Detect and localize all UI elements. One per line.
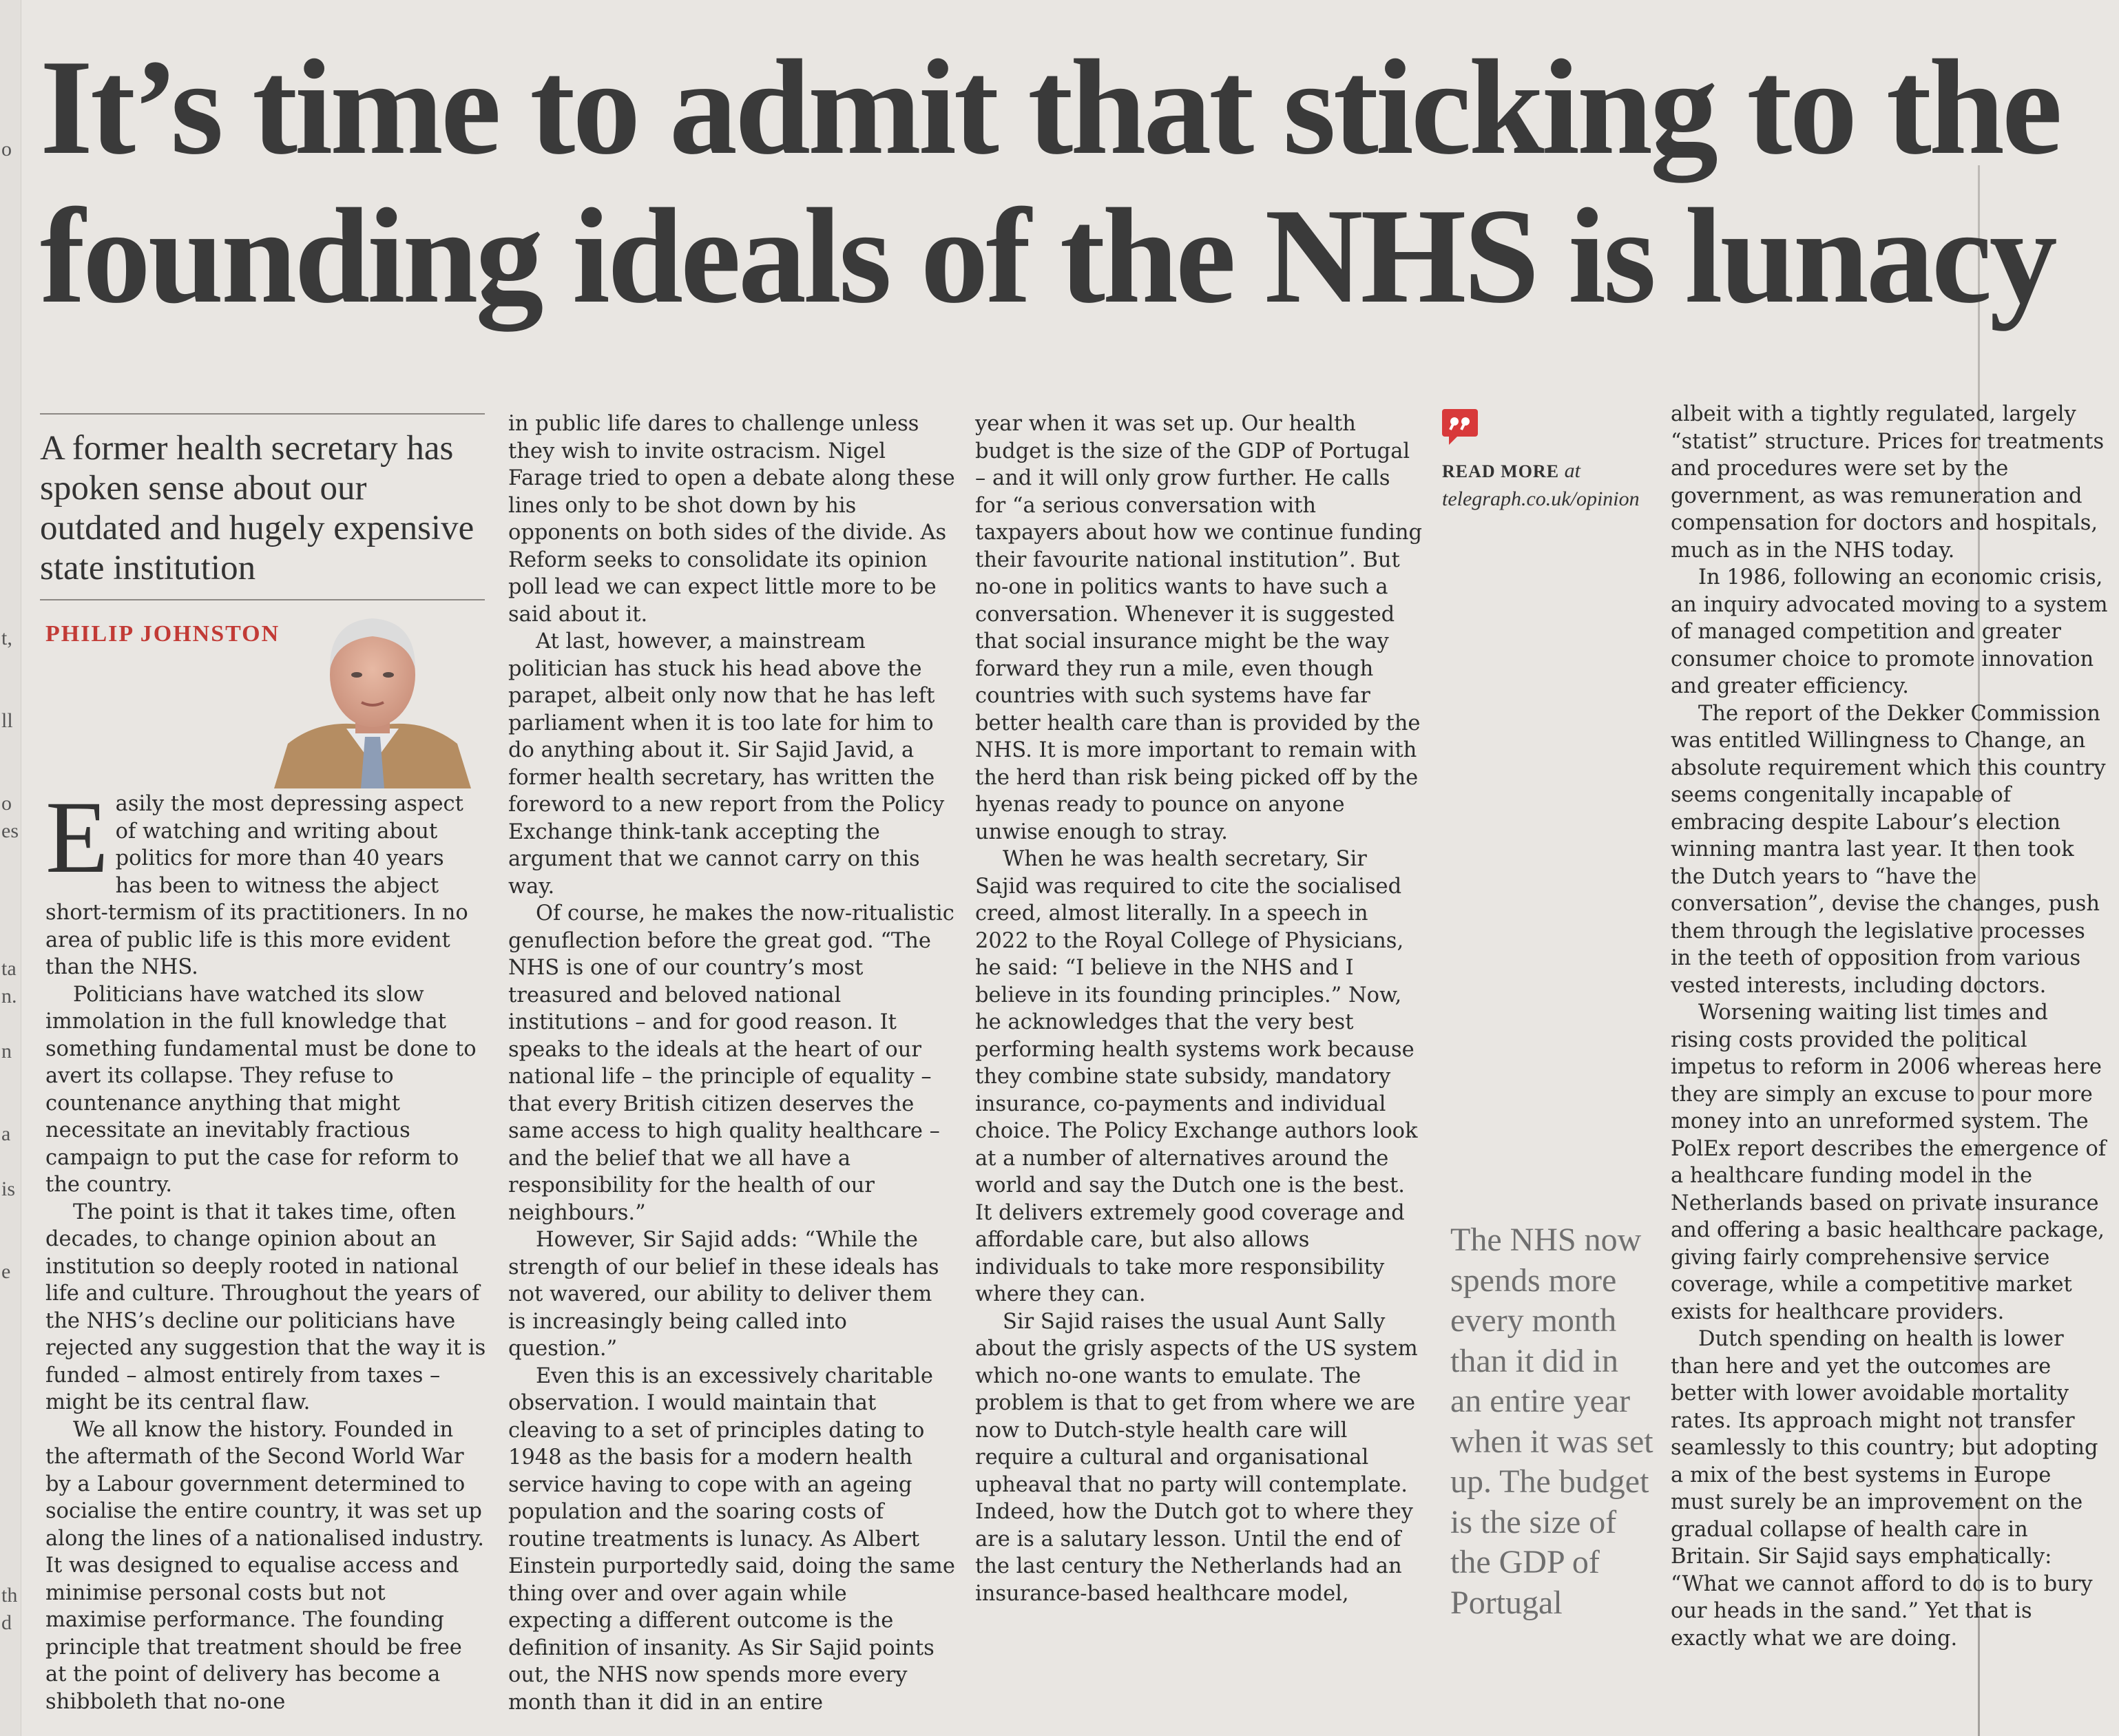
article-column-1 bbox=[45, 780, 486, 1715]
edge-fragment: is bbox=[1, 1178, 16, 1200]
read-more-panel bbox=[1442, 457, 1649, 513]
previous-page-edge bbox=[0, 0, 21, 1736]
byline-area bbox=[40, 606, 485, 788]
read-more-link[interactable]: telegraph.co.uk/opinion bbox=[1442, 488, 1640, 510]
edge-fragment: ta bbox=[1, 957, 17, 980]
edge-fragment: e bbox=[1, 1260, 11, 1283]
article-paragraph: However, Sir Sajid adds: “While the strength of our belief in these ideals has not wavered, our ability to deliver them is increasingly being called into question.” bbox=[508, 1228, 939, 1361]
quote-speech-bubble-icon bbox=[1439, 406, 1481, 448]
headline bbox=[40, 33, 2099, 331]
article-paragraph: The report of the Dekker Commission was entitled Willingness to Change, an absolute requirement which this country seems congenitally incapable of embracing despite Labour’s election winning mantra last year. It then took the Dutch years to “have the conversation”, devise the changes, push them through the legislative processes in the teeth of opposition from various vested interests, including doctors. bbox=[1671, 701, 2106, 998]
article-paragraph: Politicians have watched its slow immolation in the full knowledge that something fundamental must be done to avert its collapse. They refuse to countenance anything that might necessitate an inevitably fractious campaign to put the case for reform to the country. bbox=[45, 982, 477, 1197]
drop-cap: E bbox=[45, 780, 109, 895]
article-paragraph: The point is that it takes time, often decades, to change opinion about an institution so deeply rooted in national life and culture. Throughout the years of the NHS’s decline our politicians have rejected any suggestion that the way it is funded – almost entirely from taxes – might be its central flaw. bbox=[45, 1200, 486, 1414]
edge-fragment: n. bbox=[1, 985, 17, 1007]
article-column-3 bbox=[975, 410, 1423, 1607]
author-photo bbox=[260, 606, 485, 788]
article-paragraph: albeit with a tightly regulated, largely “statist” structure. Prices for treatments and procedures were set by the government, as was remuneration and compensation for doctors and hospitals, much as in the NHS today. bbox=[1671, 402, 2105, 563]
edge-fragment: o bbox=[1, 792, 12, 815]
edge-fragment: t, bbox=[1, 627, 12, 649]
edge-fragment: th bbox=[1, 1584, 18, 1607]
edge-fragment: n bbox=[1, 1040, 12, 1063]
article-column-2 bbox=[508, 410, 956, 1716]
headline-line-2: founding ideals of the NHS is lunacy bbox=[40, 180, 2055, 331]
edge-fragment: a bbox=[1, 1122, 11, 1145]
article-paragraph: We all know the history. Founded in the aftermath of the Second World War by a Labour government determined to socialise the entire country, it was set up along the lines of a nationalised industry. It was designed to equalise access and minimise personal costs but not maximise performance. The founding principle that treatment should be free at the point of delivery has become a shibboleth that no-one bbox=[45, 1417, 484, 1714]
standfirst-box bbox=[40, 413, 485, 600]
read-more-label: READ MORE bbox=[1442, 461, 1560, 481]
article-paragraph: When he was health secretary, Sir Sajid was required to cite the socialised creed, almost literally. In a speech in 2022 to the Royal College of Physicians, he said: “I believe in the NHS and I believe in its founding principles.” Now, he acknowledges that the very best performing health systems work because they combine state subsidy, mandatory insurance, co-payments and individual choice. The Policy Exchange authors look at a number of alternatives around the world and say the Dutch one is the best. It delivers extremely good coverage and affordable care, but also allows individuals to take more responsibility where they can. bbox=[975, 847, 1418, 1306]
edge-fragment: o bbox=[1, 138, 12, 160]
article-paragraph: In 1986, following an economic crisis, an inquiry advocated moving to a system of managed competition and greater consumer choice to promote innovation and greater efficiency. bbox=[1671, 565, 2108, 698]
article-paragraph: Sir Sajid raises the usual Aunt Sally about the grisly aspects of the US system which no-one wants to emulate. The problem is that to get from where we are now to Dutch-style health care will require a cultural and organisational upheaval that no party will contemplate. Indeed, how the Dutch got to where they are is a salutary lesson. Until the end of the last century the Netherlands had an insurance-based healthcare model, bbox=[975, 1309, 1418, 1606]
headline-line-1: It’s time to admit that sticking to the bbox=[40, 32, 2060, 182]
edge-fragment: d bbox=[1, 1611, 12, 1634]
article-column-4 bbox=[1671, 401, 2109, 1652]
article-paragraph: Easily the most depressing aspect of watching and writing about politics for more than 40 years has been to witness the abject short-termism of its practitioners. In no area of public life is this more evident than the NHS. bbox=[45, 780, 468, 979]
article-paragraph: Dutch spending on health is lower than here and yet the outcomes are better with lower avoidable mortality rates. Its approach might not transfer seamlessly to this country; but adopting a mix of the best systems in Europe must surely be an improvement on the gradual collapse of health care in Britain. Sir Sajid says emphatically: “What we cannot afford to do is to bury our heads in the sand.” Yet that is exactly what we are doing. bbox=[1671, 1327, 2098, 1651]
read-more-at: at bbox=[1564, 459, 1580, 482]
edge-fragment: ll bbox=[1, 709, 13, 732]
article-paragraph: Of course, he makes the now-ritualistic genuflection before the great god. “The NHS is one of our country’s most treasured and beloved national institutions – and for good reason. It speaks to the ideals at the heart of our national life – the principle of equality – that every British citizen deserves the same access to high quality healthcare – and the belief that we all have a responsibility for the health of our neighbours.” bbox=[508, 901, 954, 1225]
article-paragraph: Worsening waiting list times and rising costs provided the political impetus to reform in 2006 whereas here they are simply an excuse to pour more money into an unreformed system. The PolEx report describes the emergence of a healthcare funding model in the Netherlands based on private insurance and offering a basic healthcare package, giving fairly comprehensive service coverage, while a competitive market exists for healthcare providers. bbox=[1671, 1001, 2107, 1324]
article-paragraph: in public life dares to challenge unless they wish to invite ostracism. Nigel Farage tried to open a debate along these lines only to be shot down by his opponents on both sides of the divide. As Reform seeks to consolidate its opinion poll lead we can expect little more to be said about it. bbox=[508, 412, 955, 627]
standfirst: A former health secretary has spoken sense about our outdated and hugely expensive state institution bbox=[40, 429, 474, 587]
edge-fragment: es bbox=[1, 819, 19, 842]
article-paragraph: year when it was set up. Our health budget is the size of the GDP of Portugal – and it will only grow further. He calls for “a serious conversation with taxpayers about how we continue funding their favourite national institution”. But no-one in politics wants to have such a conversation. Whenever it is suggested that social insurance might be the way forward they run a mile, even though countries with such systems have far better health care than is provided by the NHS. It is more important to remain with the herd than risk being picked off by the hyenas ready to pounce on anyone unwise enough to stray. bbox=[975, 412, 1423, 844]
pull-quote: The NHS now spends more every month than it did in an entire year when it was set up. The budget is the size of the GDP of Portugal bbox=[1450, 1222, 1653, 1621]
article-paragraph: At last, however, a mainstream politician has stuck his head above the parapet, albeit only now that he has left parliament when it is too late for him to do anything about it. Sir Sajid Javid, a former health secretary, has written the foreword to a new report from the Policy Exchange think-tank accepting the argument that we cannot carry on this way. bbox=[508, 629, 945, 899]
article-paragraph: Even this is an excessively charitable observation. I would maintain that cleaving to a set of principles dating to 1948 as the basis for a modern health service having to cope with an ageing population and the soaring costs of routine treatments is lunacy. As Albert Einstein purportedly said, doing the same thing over and over again while expecting a different outcome is the definition of insanity. As Sir Sajid points out, the NHS now spends more every month than it did in an entire bbox=[508, 1363, 955, 1715]
byline: PHILIP JOHNSTON bbox=[45, 621, 280, 647]
